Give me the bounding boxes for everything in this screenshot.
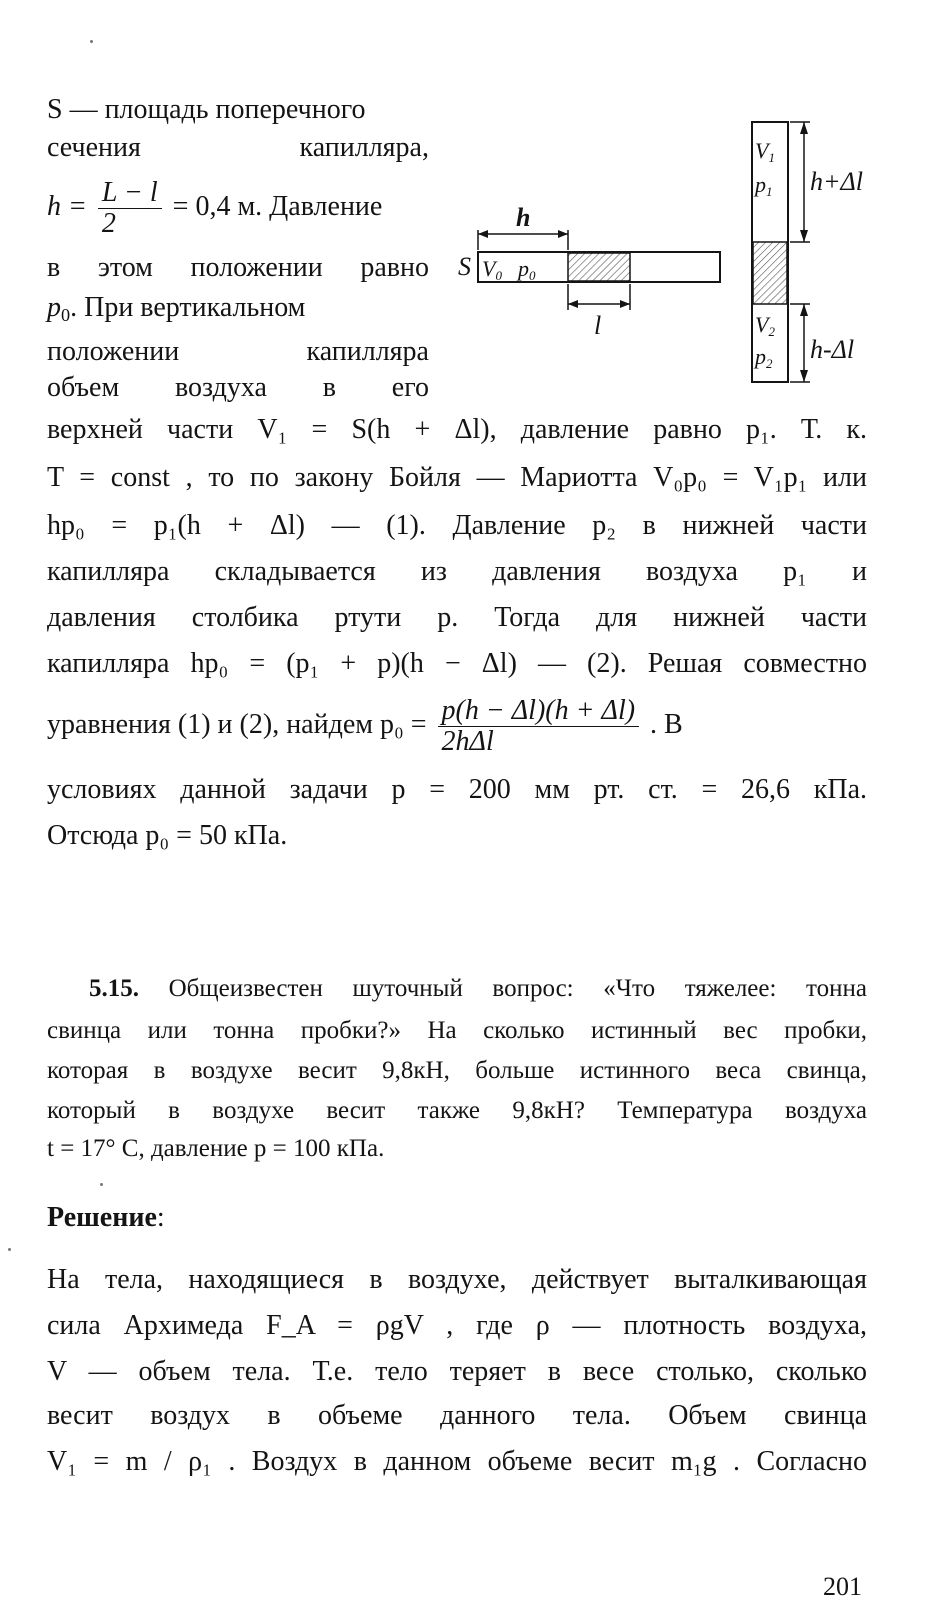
label-V0: V0	[482, 256, 502, 283]
solution-line: сила Архимеда F_A = ρgV , где ρ — плотность воздуха,	[47, 1310, 867, 1341]
solution-line: V — объем тела. Т.е. тело теряет в весе столько, сколько	[47, 1356, 867, 1387]
problem-text: Общеизвестен шуточный вопрос: «Что тяжелее: тонна	[168, 975, 868, 1002]
label-h-minus-dl: h-Δl	[810, 335, 855, 364]
text-line: в этом положении равно	[47, 252, 429, 283]
fraction-denominator: 2	[101, 208, 116, 240]
formula-value: = 0,4 м. Давление	[172, 191, 383, 222]
solution-line: На тела, находящиеся в воздухе, действует выталкивающая	[47, 1264, 867, 1295]
mercury-column-horizontal	[568, 253, 630, 281]
arrow-head	[478, 230, 488, 238]
text-line: верхней части V₁ = S(h + Δl), давление равно p₁. Т. к.	[47, 414, 867, 445]
symbol-p: p	[47, 292, 61, 323]
label-p0: p0	[518, 256, 536, 283]
arrow-head	[800, 370, 808, 382]
text-line-formula-h	[47, 172, 429, 244]
fraction	[438, 696, 640, 757]
text-line: hp₀ = p₁(h + Δl) — (1). Давление p₂ в нижней части	[47, 510, 867, 541]
text-line: объем воздуха в его	[47, 372, 429, 403]
arrow-head	[800, 122, 808, 134]
fraction-numerator: p(h − Δl)(h + Δl)	[438, 696, 640, 727]
label-l: l	[594, 311, 602, 340]
label-h-plus-dl: h+Δl	[810, 167, 864, 196]
formula-h: h =	[47, 191, 87, 222]
arrow-head	[558, 230, 568, 238]
solution-line: V₁ = m / ρ₁ . Воздух в данном объеме весит m₁g . Согласно	[47, 1446, 867, 1477]
arrow-head	[620, 300, 630, 308]
mercury-column-vertical	[753, 242, 787, 304]
problem-line: t = 17° C, давление p = 100 кПа.	[47, 1135, 385, 1162]
fraction	[98, 178, 162, 239]
problem-line	[47, 972, 867, 1006]
label-h: h	[516, 203, 531, 232]
text-line: условиях данной задачи p = 200 мм рт. ст. = 26,6 кПа.	[47, 774, 867, 805]
label-p1: p1	[755, 172, 773, 199]
capillary-diagram	[450, 112, 870, 392]
text-line: сечения капилляра,	[47, 132, 429, 163]
text-line: капилляра складывается из давления воздуха p₁ и	[47, 556, 867, 587]
problem-line: которая в воздухе весит 9,8кН, больше истинного веса свинца,	[47, 1057, 867, 1084]
arrow-head	[568, 300, 578, 308]
text-line	[47, 290, 429, 326]
text-line-formula-p0	[47, 688, 867, 764]
solution-line: весит воздух в объеме данного тела. Объем свинца	[47, 1400, 867, 1431]
heading-text: Решение	[47, 1202, 157, 1233]
fraction-denominator: 2hΔl	[441, 726, 494, 758]
label-V2: V2	[755, 312, 775, 339]
text-line: капилляра hp₀ = (p₁ + p)(h − Δl) — (2). Решая совместно	[47, 648, 867, 679]
subscript: 0	[61, 305, 71, 325]
fraction-numerator: L − l	[98, 178, 162, 209]
label-p2: p2	[755, 344, 773, 371]
solution-heading	[47, 1200, 867, 1236]
text-line: давления столбика ртути p. Тогда для нижней части	[47, 602, 867, 633]
text-span: . При вертикальном	[70, 292, 306, 323]
arrow-head	[800, 230, 808, 242]
arrow-head	[800, 304, 808, 316]
text-line: Отсюда p₀ = 50 кПа.	[47, 820, 288, 851]
text-line: T = const , то по закону Бойля — Мариотта V₀p₀ = V₁p₁ или	[47, 462, 867, 493]
label-S: S	[458, 252, 471, 281]
text-line: положении капилляра	[47, 336, 429, 367]
label-V1: V1	[755, 138, 775, 165]
page-number: 201	[823, 1572, 862, 1601]
scan-speck	[8, 1248, 11, 1251]
text-line: S — площадь поперечного	[47, 94, 366, 125]
scan-speck	[100, 1183, 103, 1186]
problem-line: свинца или тонна пробки?» На сколько истинный вес пробки,	[47, 1017, 867, 1044]
text-span: . В	[650, 709, 683, 740]
heading-colon: :	[156, 1202, 165, 1233]
problem-number: 5.15.	[89, 975, 139, 1002]
scan-speck	[90, 40, 93, 43]
problem-line: который в воздухе весит также 9,8кН? Температура воздуха	[47, 1097, 867, 1124]
text-span: уравнения (1) и (2), найдем p₀ =	[47, 709, 427, 740]
